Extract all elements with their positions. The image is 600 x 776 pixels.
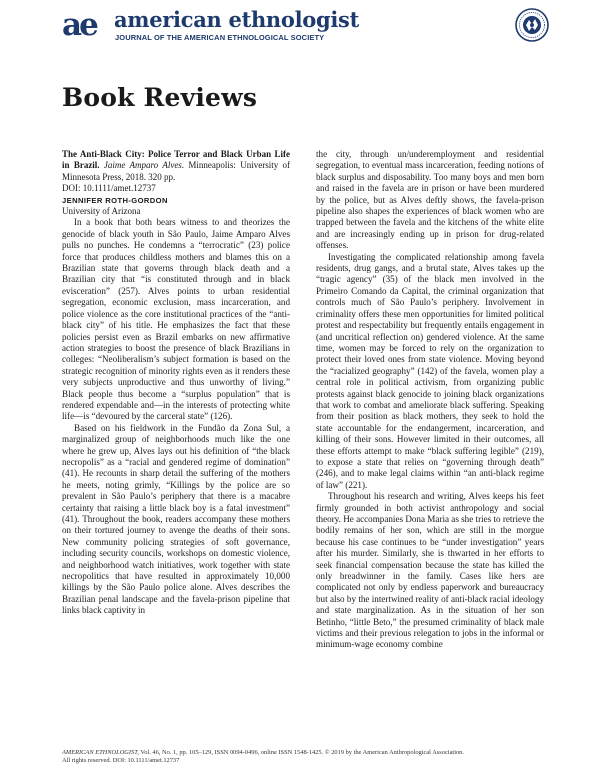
book-title: The Anti-Black City: Police Terror and Black Urban Life in Brazil. bbox=[62, 149, 290, 171]
reviewer-affiliation: University of Arizona bbox=[62, 206, 141, 217]
footer-journal: AMERICAN ETHNOLOGIST, bbox=[62, 749, 139, 756]
journal-name: american ethnologist bbox=[114, 7, 359, 32]
page-footer bbox=[62, 749, 538, 765]
journal-header bbox=[62, 8, 552, 48]
section-title: Book Reviews bbox=[62, 83, 258, 112]
reviewer-name: JENNIFER ROTH-GORDON bbox=[62, 195, 168, 205]
footer-rights: All rights reserved. DOI: 10.1111/amet.12737 bbox=[62, 757, 180, 764]
review-doi: DOI: 10.1111/amet.12737 bbox=[62, 183, 156, 194]
body-paragraph: Throughout his research and writing, Alves keeps his feet firmly grounded in both activist anthropology and social theory. He accompanies Dona Maria as she tries to retrieve the bodily remains of her son, which are still in the morgue because his case continues to be “under investigation” years after his murder. Similarly, she is thwarted in her efforts to seek financial compensation because the state has killed the only breadwinner in the family. Cases like hers are complicated not only by endless paperwork and bureaucracy but also by the intertwined reality of anti-black racial ideology and state marginalization. As in the situation of her son Betinho, “little Beto,” the presumed criminality of black male victims and their previous relegation to jobs in the informal or minimum-wage economy combine bbox=[316, 491, 544, 650]
book-author: Jaime Amparo Alves. bbox=[103, 160, 185, 171]
footer-citation: Vol. 46, No. 1, pp. 105–129, ISSN 0094-0496, online ISSN 1548-1425. © 2019 by the American Anthropological Association. bbox=[140, 749, 464, 756]
body-paragraph: In a book that both bears witness to and theorizes the genocide of black youth in São Paulo, Jaime Amparo Alves pulls no punches. He condemns a “terrocratic” (23) police force that produces childless mothers and blames this on a Brazilian state that governs through black death and a Brazilian city that “is constituted through and in black evisceration” (257). Alves points to urban residential segregation, economic exclusion, mass incarceration, and police violence as the core institutional practices of the “anti-black city” of his title. He emphasizes the fact that these policies persist even as Brazil embarks on new affirmative action strategies to boost the presence of black Brazilians in colleges: “Neoliberalism’s subject formation is based on the strategic recognition of minority rights even as it renders these very subjects unproductive and thus unworthy of living.” Black people thus become a “surplus population” that is rendered expendable and—in the interests of protecting white life—is “devoured by the carceral state” (126). bbox=[62, 217, 290, 422]
footer-citation-line bbox=[62, 749, 538, 757]
body-paragraph: Based on his fieldwork in the Fundão da Zona Sul, a marginalized group of neighborhoods much like the one where he grew up, Alves lays out his definition of “the black necropolis” as a “racial and gendered regime of domination” (41). He recounts in sharp detail the suffering of the mothers he meets, noting grimly, “Killings by the police are so prevalent in São Paulo’s periphery that there is a macabre certainty that raising a little black boy is a fatal investment” (41). Throughout the book, readers accompany these mothers on their tortured journey to avenge the deaths of their sons. New community policing strategies of soft governance, including security councils, workshops on domestic violence, and neighborhood watch initiatives, work together with state necropolitics that have resulted in approximately 10,000 killings by the São Paulo police alone. Alves describes the Brazilian penal landscape and the favela-prison pipeline that links black captivity in bbox=[62, 422, 290, 616]
book-citation bbox=[62, 149, 290, 183]
body-paragraph: Investigating the complicated relationship among favela residents, drug gangs, and a brutal state, Alves takes up the “tragic agency” (35) of the black men involved in the Primeiro Comando da Capital, the criminal organization that controls much of São Paulo’s periphery. Involvement in criminality offers these men opportunities for limited political protest and respectability but frequently entails engagement in (and uncritical reflection on) gendered violence. At the same time, women may be forced to rely on the organization to protect their loved ones from state violence. Moving beyond the “racialized geography” (142) of the favela, women play a central role in political activism, from organizing public protests against black genocide to joining black organizations that work to combat and ameliorate black suffering. Speaking from their position as black mothers, they seek to hold the state accountable for the endangerment, incarceration, and killing of their sons. However limited in their outcomes, all these efforts attempt to make “black suffering legible” (219), to expose a state that relies on “governing through death” (246), and to make legal claims within “an anti-black regime of law” (221). bbox=[316, 251, 544, 490]
right-column bbox=[316, 149, 544, 651]
society-seal-icon bbox=[515, 8, 549, 42]
body-paragraph: the city, through un/underemployment and residential segregation, to eventual mass incarceration, feeding notions of black surplus and disposability. Too many boys and men born and raised in the favela are in prison or have been murdered by the police, but as Alves deftly shows, the favela-prison pipeline also shapes the experiences of black women who are trapped between the favela and the kitchens of the white elite and are increasingly ending up in prison for drug-related offenses. bbox=[316, 149, 544, 251]
book-publication: Minneapolis: University of Minnesota Press, 2018. 320 pp. bbox=[62, 160, 290, 182]
journal-logo-mark: ae bbox=[62, 7, 96, 43]
journal-subtitle: JOURNAL OF THE AMERICAN ETHNOLOGICAL SOCIETY bbox=[115, 33, 325, 42]
left-column bbox=[62, 149, 290, 617]
